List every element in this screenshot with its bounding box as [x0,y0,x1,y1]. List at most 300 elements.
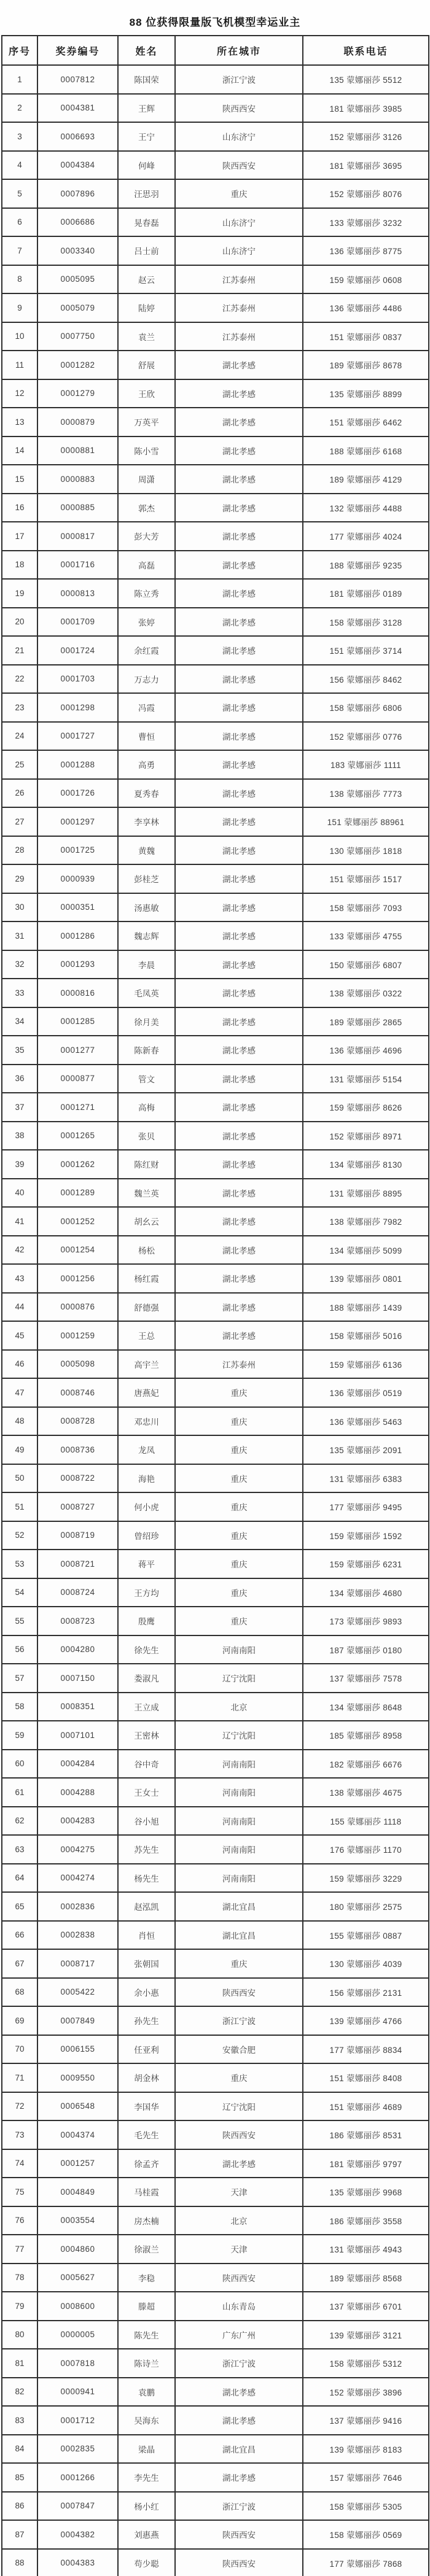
cell-city: 湖北孝感 [175,1293,303,1322]
cell-ticket: 0004283 [37,1807,118,1836]
cell-name: 万志力 [118,665,175,694]
cell-no: 55 [2,1607,37,1635]
cell-name: 赵泓凯 [118,1892,175,1921]
cell-city: 北京 [175,1693,303,1721]
cell-name: 冯霞 [118,693,175,722]
table-row [2,2006,429,2035]
cell-name: 陈立秀 [118,579,175,608]
table-row [2,1150,429,1179]
table-row [2,2178,429,2206]
cell-city: 湖北宜昌 [175,1921,303,1950]
cell-phone: 181 蒙娜丽莎 9797 [303,2149,429,2178]
cell-phone: 181 蒙娜丽莎 3695 [303,151,429,180]
cell-city: 湖北孝感 [175,551,303,580]
cell-phone: 135 蒙娜丽莎 5512 [303,65,429,94]
cell-city: 山东济宁 [175,236,303,265]
table-row [2,1607,429,1635]
cell-city: 河南南阳 [175,1864,303,1893]
table-row [2,1550,429,1578]
cell-no: 85 [2,2463,37,2492]
table-row [2,579,429,608]
cell-phone: 133 蒙娜丽莎 3232 [303,208,429,237]
cell-phone: 152 蒙娜丽莎 8971 [303,1122,429,1150]
cell-city: 重庆 [175,1492,303,1521]
cell-ticket: 0001727 [37,722,118,751]
cell-name: 孙先生 [118,2006,175,2035]
cell-city: 湖北孝感 [175,1122,303,1150]
cell-no: 86 [2,2492,37,2521]
cell-no: 79 [2,2292,37,2321]
cell-city: 湖北孝感 [175,979,303,1007]
cell-name: 陈红财 [118,1150,175,1179]
table-row [2,2435,429,2464]
cell-city: 重庆 [175,1550,303,1578]
cell-phone: 138 蒙娜丽莎 4675 [303,1778,429,1807]
cell-no: 3 [2,122,37,151]
table-header [2,36,429,65]
table-row [2,2206,429,2235]
cell-no: 14 [2,436,37,465]
table-row [2,2292,429,2321]
cell-phone: 188 蒙娜丽莎 6168 [303,436,429,465]
table-row [2,1378,429,1407]
cell-ticket: 0001279 [37,379,118,408]
cell-name: 殷鹰 [118,1607,175,1635]
cell-no: 84 [2,2435,37,2464]
cell-ticket: 0008717 [37,1949,118,1978]
cell-name: 马桂霞 [118,2178,175,2206]
cell-no: 24 [2,722,37,751]
cell-phone: 136 蒙娜丽莎 8775 [303,236,429,265]
winner-table [1,35,429,2576]
cell-city: 湖北孝感 [175,494,303,522]
cell-city: 湖北孝感 [175,1321,303,1350]
cell-no: 13 [2,408,37,436]
cell-no: 56 [2,1635,37,1664]
cell-city: 湖北孝感 [175,2149,303,2178]
cell-city: 湖北孝感 [175,1207,303,1236]
cell-ticket: 0005095 [37,265,118,294]
cell-no: 88 [2,2549,37,2576]
cell-phone: 186 蒙娜丽莎 3558 [303,2206,429,2235]
cell-name: 高梅 [118,1093,175,1122]
cell-no: 5 [2,179,37,208]
cell-phone: 132 蒙娜丽莎 4488 [303,494,429,522]
column-header-no: 序号 [2,36,37,65]
cell-name: 滕超 [118,2292,175,2321]
cell-ticket: 0001725 [37,836,118,865]
cell-ticket: 0007847 [37,2492,118,2521]
cell-ticket: 0007101 [37,1721,118,1750]
table-row [2,522,429,551]
cell-no: 57 [2,1664,37,1693]
cell-city: 重庆 [175,1949,303,1978]
cell-name: 陈国荣 [118,65,175,94]
cell-city: 辽宁沈阳 [175,2092,303,2121]
cell-ticket: 0003340 [37,236,118,265]
cell-city: 湖北孝感 [175,893,303,922]
cell-ticket: 0007812 [37,65,118,94]
cell-phone: 152 蒙娜丽莎 0776 [303,722,429,751]
cell-no: 46 [2,1350,37,1379]
cell-ticket: 0006686 [37,208,118,237]
cell-city: 湖北孝感 [175,1007,303,1036]
cell-phone: 177 蒙娜丽莎 8834 [303,2035,429,2064]
cell-name: 陈新春 [118,1036,175,1065]
cell-no: 81 [2,2349,37,2378]
cell-name: 曹恒 [118,722,175,751]
cell-phone: 138 蒙娜丽莎 7982 [303,1207,429,1236]
table-row [2,208,429,237]
cell-name: 胡金林 [118,2063,175,2092]
table-row [2,779,429,808]
cell-ticket: 0008736 [37,1435,118,1464]
cell-ticket: 0001252 [37,1207,118,1236]
cell-phone: 131 蒙娜丽莎 8895 [303,1179,429,1208]
cell-name: 邓忠川 [118,1407,175,1436]
table-row [2,1521,429,1550]
table-row [2,2406,429,2435]
cell-city: 江苏泰州 [175,322,303,351]
cell-no: 65 [2,1892,37,1921]
table-row [2,1350,429,1379]
table-row [2,236,429,265]
cell-phone: 181 蒙娜丽莎 3985 [303,94,429,123]
cell-ticket: 0008723 [37,1607,118,1635]
cell-name: 袁兰 [118,322,175,351]
cell-city: 湖北孝感 [175,722,303,751]
cell-no: 69 [2,2006,37,2035]
cell-city: 浙江宁波 [175,2492,303,2521]
table-row [2,2092,429,2121]
table-row [2,1892,429,1921]
cell-name: 汪思羽 [118,179,175,208]
cell-phone: 134 蒙娜丽莎 8130 [303,1150,429,1179]
cell-city: 山东济宁 [175,208,303,237]
cell-phone: 151 蒙娜丽莎 88961 [303,807,429,836]
cell-phone: 188 蒙娜丽莎 9235 [303,551,429,580]
table-row [2,1778,429,1807]
table-row [2,65,429,94]
cell-ticket: 0001726 [37,779,118,808]
column-header-phone: 联系电话 [303,36,429,65]
cell-city: 湖北孝感 [175,1236,303,1265]
cell-ticket: 0001288 [37,750,118,779]
cell-name: 王密林 [118,1721,175,1750]
cell-city: 山东青岛 [175,2292,303,2321]
cell-no: 87 [2,2520,37,2549]
cell-city: 湖北孝感 [175,379,303,408]
cell-city: 湖北宜昌 [175,2435,303,2464]
cell-no: 73 [2,2120,37,2149]
cell-ticket: 0001703 [37,665,118,694]
cell-ticket: 0008721 [37,1550,118,1578]
cell-no: 2 [2,94,37,123]
cell-no: 43 [2,1264,37,1293]
table-row [2,1065,429,1093]
cell-ticket: 0005079 [37,293,118,322]
cell-city: 湖北孝感 [175,436,303,465]
cell-ticket: 0005422 [37,1978,118,2007]
cell-phone: 159 蒙娜丽莎 6231 [303,1550,429,1578]
cell-no: 18 [2,551,37,580]
cell-city: 重庆 [175,1521,303,1550]
cell-ticket: 0001289 [37,1179,118,1208]
cell-city: 湖北孝感 [175,950,303,979]
cell-ticket: 0007750 [37,322,118,351]
cell-phone: 135 蒙娜丽莎 9968 [303,2178,429,2206]
cell-phone: 136 蒙娜丽莎 5463 [303,1407,429,1436]
cell-ticket: 0004383 [37,2549,118,2576]
table-row [2,1578,429,1607]
cell-phone: 156 蒙娜丽莎 2131 [303,1978,429,2007]
cell-no: 45 [2,1321,37,1350]
cell-phone: 159 蒙娜丽莎 3229 [303,1864,429,1893]
cell-name: 魏志辉 [118,921,175,950]
cell-no: 49 [2,1435,37,1464]
table-row [2,1093,429,1122]
cell-name: 张婷 [118,608,175,637]
column-header-name: 姓名 [118,36,175,65]
cell-name: 舒展 [118,351,175,379]
table-row [2,1207,429,1236]
cell-ticket: 0001256 [37,1264,118,1293]
cell-ticket: 0006693 [37,122,118,151]
cell-city: 湖北孝感 [175,608,303,637]
cell-name: 王立成 [118,1693,175,1721]
cell-city: 湖北孝感 [175,1065,303,1093]
cell-city: 湖北孝感 [175,750,303,779]
cell-phone: 139 蒙娜丽莎 4766 [303,2006,429,2035]
cell-phone: 151 蒙娜丽莎 3714 [303,636,429,665]
cell-ticket: 0000877 [37,1065,118,1093]
cell-city: 浙江宁波 [175,65,303,94]
table-row [2,1750,429,1779]
cell-no: 77 [2,2235,37,2264]
cell-city: 湖北孝感 [175,408,303,436]
cell-name: 徐先生 [118,1635,175,1664]
table-row [2,2264,429,2292]
cell-phone: 157 蒙娜丽莎 7646 [303,2463,429,2492]
cell-no: 61 [2,1778,37,1807]
cell-no: 12 [2,379,37,408]
cell-ticket: 0005627 [37,2264,118,2292]
cell-name: 高宇兰 [118,1350,175,1379]
cell-ticket: 0001298 [37,693,118,722]
table-row [2,693,429,722]
table-row [2,1635,429,1664]
table-body [2,65,429,2576]
cell-ticket: 0004280 [37,1635,118,1664]
table-row [2,864,429,893]
cell-ticket: 0007849 [37,2006,118,2035]
cell-ticket: 0007818 [37,2349,118,2378]
table-row [2,2549,429,2576]
cell-ticket: 0004382 [37,2520,118,2549]
table-row [2,1807,429,1836]
cell-ticket: 0001259 [37,1321,118,1350]
cell-ticket: 0008722 [37,1464,118,1493]
cell-ticket: 0007150 [37,1664,118,1693]
cell-name: 陈诗兰 [118,2349,175,2378]
cell-phone: 151 蒙娜丽莎 8408 [303,2063,429,2092]
cell-city: 重庆 [175,1464,303,1493]
cell-city: 陕西西安 [175,94,303,123]
cell-city: 浙江宁波 [175,2349,303,2378]
cell-no: 48 [2,1407,37,1436]
cell-phone: 151 蒙娜丽莎 1517 [303,864,429,893]
table-row [2,722,429,751]
cell-city: 湖北孝感 [175,2406,303,2435]
cell-name: 蒋平 [118,1550,175,1578]
cell-no: 15 [2,465,37,494]
cell-ticket: 0009550 [37,2063,118,2092]
cell-name: 肖恒 [118,1921,175,1950]
cell-phone: 151 蒙娜丽莎 0837 [303,322,429,351]
cell-city: 广东广州 [175,2321,303,2349]
cell-phone: 187 蒙娜丽莎 0180 [303,1635,429,1664]
cell-name: 吕士前 [118,236,175,265]
cell-phone: 131 蒙娜丽莎 4943 [303,2235,429,2264]
cell-city: 河南南阳 [175,1750,303,1779]
cell-ticket: 0000939 [37,864,118,893]
cell-city: 江苏泰州 [175,293,303,322]
cell-no: 51 [2,1492,37,1521]
cell-phone: 185 蒙娜丽莎 8958 [303,1721,429,1750]
cell-phone: 177 蒙娜丽莎 9495 [303,1492,429,1521]
cell-ticket: 0000879 [37,408,118,436]
table-row [2,2120,429,2149]
cell-phone: 182 蒙娜丽莎 6676 [303,1750,429,1779]
cell-ticket: 0001254 [37,1236,118,1265]
cell-name: 谷中奇 [118,1750,175,1779]
table-row [2,322,429,351]
cell-no: 66 [2,1921,37,1950]
cell-name: 王女士 [118,1778,175,1807]
cell-phone: 158 蒙娜丽莎 5312 [303,2349,429,2378]
cell-no: 38 [2,1122,37,1150]
cell-no: 64 [2,1864,37,1893]
cell-phone: 159 蒙娜丽莎 8626 [303,1093,429,1122]
table-row [2,1122,429,1150]
cell-no: 52 [2,1521,37,1550]
cell-name: 李晨 [118,950,175,979]
cell-ticket: 0002835 [37,2435,118,2464]
cell-phone: 158 蒙娜丽莎 5305 [303,2492,429,2521]
cell-phone: 152 蒙娜丽莎 3896 [303,2378,429,2407]
table-row [2,408,429,436]
cell-city: 重庆 [175,179,303,208]
table-row [2,979,429,1007]
cell-name: 刘惠燕 [118,2520,175,2549]
cell-no: 70 [2,2035,37,2064]
cell-no: 30 [2,893,37,922]
cell-phone: 189 蒙娜丽莎 4129 [303,465,429,494]
table-row [2,2378,429,2407]
cell-city: 天津 [175,2235,303,2264]
table-row [2,807,429,836]
cell-phone: 134 蒙娜丽莎 4680 [303,1578,429,1607]
cell-phone: 177 蒙娜丽莎 4024 [303,522,429,551]
cell-city: 湖北孝感 [175,351,303,379]
cell-ticket: 0000817 [37,522,118,551]
table-row [2,1036,429,1065]
cell-name: 魏兰英 [118,1179,175,1208]
cell-city: 湖北孝感 [175,1036,303,1065]
table-row [2,921,429,950]
cell-city: 湖北孝感 [175,836,303,865]
cell-city: 湖北宜昌 [175,1892,303,1921]
table-row [2,2235,429,2264]
cell-no: 54 [2,1578,37,1607]
cell-no: 35 [2,1036,37,1065]
cell-ticket: 0001297 [37,807,118,836]
cell-city: 重庆 [175,1435,303,1464]
cell-city: 湖北孝感 [175,2378,303,2407]
cell-city: 湖北孝感 [175,921,303,950]
header-row [2,36,429,65]
cell-ticket: 0000351 [37,893,118,922]
cell-no: 8 [2,265,37,294]
cell-phone: 139 蒙娜丽莎 3121 [303,2321,429,2349]
cell-city: 天津 [175,2178,303,2206]
cell-ticket: 0000881 [37,436,118,465]
cell-phone: 137 蒙娜丽莎 6701 [303,2292,429,2321]
table-row [2,1949,429,1978]
cell-name: 曾绍珍 [118,1521,175,1550]
cell-city: 河南南阳 [175,1635,303,1664]
cell-phone: 158 蒙娜丽莎 3128 [303,608,429,637]
table-row [2,1435,429,1464]
cell-name: 王总 [118,1321,175,1350]
table-row [2,636,429,665]
cell-phone: 183 蒙娜丽莎 1111 [303,750,429,779]
table-row [2,2492,429,2521]
cell-no: 11 [2,351,37,379]
cell-phone: 155 蒙娜丽莎 1118 [303,1807,429,1836]
cell-phone: 158 蒙娜丽莎 6806 [303,693,429,722]
cell-no: 68 [2,1978,37,2007]
table-row [2,1978,429,2007]
cell-ticket: 0001712 [37,2406,118,2435]
cell-ticket: 0004274 [37,1864,118,1893]
cell-phone: 138 蒙娜丽莎 7773 [303,779,429,808]
cell-phone: 188 蒙娜丽莎 1439 [303,1293,429,1322]
cell-name: 杨红霞 [118,1264,175,1293]
cell-name: 赵云 [118,265,175,294]
cell-name: 苏先生 [118,1835,175,1864]
cell-no: 1 [2,65,37,94]
cell-name: 海艳 [118,1464,175,1493]
cell-no: 37 [2,1093,37,1122]
cell-phone: 136 蒙娜丽莎 4696 [303,1036,429,1065]
cell-no: 21 [2,636,37,665]
cell-city: 湖北孝感 [175,2463,303,2492]
cell-name: 彭大芳 [118,522,175,551]
cell-name: 万英平 [118,408,175,436]
cell-name: 杨松 [118,1236,175,1265]
cell-city: 湖北孝感 [175,636,303,665]
table-row [2,1407,429,1436]
cell-phone: 189 蒙娜丽莎 8568 [303,2264,429,2292]
cell-name: 杨先生 [118,1864,175,1893]
cell-ticket: 0001286 [37,921,118,950]
cell-city: 河南南阳 [175,1778,303,1807]
table-row [2,1492,429,1521]
table-row [2,836,429,865]
cell-ticket: 0000885 [37,494,118,522]
cell-no: 26 [2,779,37,808]
